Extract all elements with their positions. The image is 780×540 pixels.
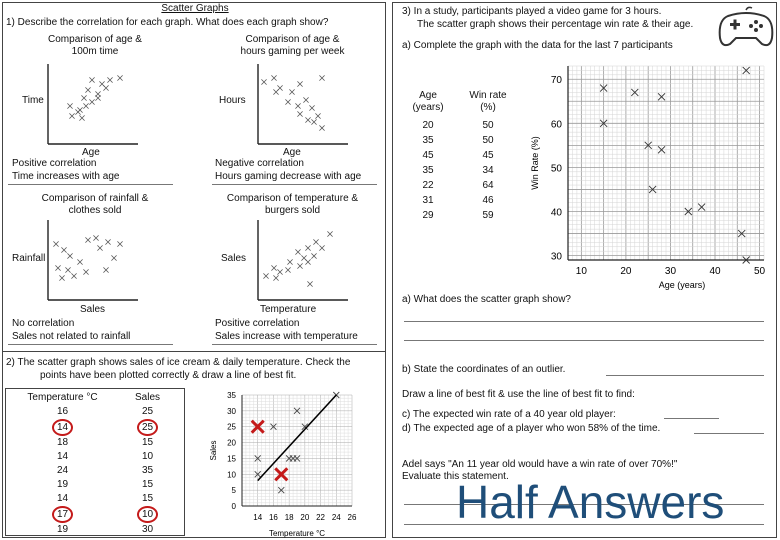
sketch-point <box>65 267 70 272</box>
graph3-xlabel: Sales <box>80 304 106 315</box>
question-3b: b) State the coordinates of an outlier. <box>402 364 566 375</box>
sketch-point <box>285 267 290 272</box>
temperature-cell <box>10 464 115 478</box>
sketch-point <box>313 239 318 244</box>
sales-cell <box>115 523 180 537</box>
answer-line-4 <box>664 418 719 419</box>
sketch-point <box>263 273 268 278</box>
sketch-point <box>311 253 316 258</box>
sketch-point <box>273 89 278 94</box>
graph1-xlabel: Age <box>82 147 100 158</box>
temperature-cell <box>10 478 115 492</box>
temperature-value: 19 <box>56 479 69 490</box>
graph4-xlabel: Temperature <box>260 304 317 315</box>
question-3-line1: 3) In a study, participants played a video game for 3 hours. <box>402 6 662 17</box>
table-row <box>402 133 522 148</box>
sales-value: 15 <box>141 479 154 490</box>
x-tick-label: 40 <box>709 266 721 277</box>
y-tick-label: 30 <box>550 251 562 263</box>
sketch-point <box>83 103 88 108</box>
sketch-point <box>311 119 316 124</box>
sketch-point <box>93 235 98 240</box>
winrate-value: 46 <box>482 195 494 206</box>
circled-error-value: 17 <box>52 506 73 523</box>
y-tick-label: 50 <box>550 163 562 175</box>
graph3-axes <box>40 218 140 308</box>
answer-line-3 <box>606 375 764 376</box>
sketch-point <box>67 103 72 108</box>
chart-grid <box>242 395 352 506</box>
sales-cell <box>115 405 180 419</box>
sketch-point <box>315 113 320 118</box>
graph2-xlabel: Age <box>283 147 301 158</box>
winrate-value: 45 <box>482 150 494 161</box>
sketch-point <box>303 97 308 102</box>
y-tick-label: 10 <box>227 470 236 480</box>
x-tick-label: 20 <box>300 513 310 522</box>
icecream-scatter-chart <box>190 385 386 538</box>
half-answers-watermark: Half Answers <box>456 476 725 528</box>
age-value: 35 <box>422 165 434 176</box>
sketch-point <box>71 273 76 278</box>
x-tick-label: 26 <box>347 513 357 522</box>
winrate-value: 50 <box>482 120 494 131</box>
graph2-title-line1: Comparison of age & <box>245 34 340 45</box>
age-unit: (years) <box>412 102 444 113</box>
sketch-point <box>75 109 80 114</box>
x-tick-label: 50 <box>753 266 766 277</box>
table-row <box>10 492 180 506</box>
temperature-cell <box>10 492 115 506</box>
x-axis-label: Temperature °C <box>268 529 326 538</box>
temperature-value: 19 <box>56 524 69 535</box>
graph1-title-line1: Comparison of age & <box>48 34 142 45</box>
answer-line-2 <box>404 340 764 341</box>
graph2-title-line2: hours gaming per week <box>240 46 345 57</box>
winrate-value: 64 <box>482 180 494 191</box>
sketch-point <box>295 103 300 108</box>
icecream-table-header-sales: Sales <box>134 392 160 403</box>
winrate-table-body <box>402 118 522 223</box>
graph2-ylabel: Hours <box>219 95 246 106</box>
sketch-point <box>271 265 276 270</box>
sketch-point <box>319 245 324 250</box>
graph3-title-line1: Comparison of rainfall & <box>41 193 149 204</box>
sketch-point <box>81 95 86 100</box>
temperature-value: 18 <box>56 437 69 448</box>
sketch-point <box>103 267 108 272</box>
sketch-point <box>89 77 94 82</box>
x-axis-label: Age (years) <box>658 280 706 290</box>
age-value: 31 <box>422 195 434 206</box>
question-2-line1: 2) The scatter graph shows sales of ice cream & daily temperature. Check the <box>6 357 351 368</box>
sketch-point <box>117 75 122 80</box>
sales-value: 10 <box>141 451 154 462</box>
y-axis-label: Win Rate (%) <box>530 136 540 190</box>
sketch-point <box>67 253 72 258</box>
winrate-value: 34 <box>482 165 494 176</box>
table-row <box>402 118 522 133</box>
x-tick-label: 16 <box>268 513 278 522</box>
sketch-point <box>271 75 276 80</box>
y-tick-label: 35 <box>227 391 236 400</box>
graph3-ylabel: Rainfall <box>12 253 46 264</box>
section-divider <box>2 351 386 352</box>
sketch-point <box>83 269 88 274</box>
x-tick-label: 24 <box>331 513 341 522</box>
sales-cell <box>115 450 180 464</box>
table-row <box>10 464 180 478</box>
y-tick-label: 30 <box>227 406 236 416</box>
sketch-point <box>117 241 122 246</box>
table-row <box>10 450 180 464</box>
graph1-title-line2: 100m time <box>71 46 119 57</box>
sketch-point <box>53 241 58 246</box>
winrate-value: 50 <box>482 135 494 146</box>
graph4-ylabel: Sales <box>221 253 247 264</box>
graph4-title-line1: Comparison of temperature & <box>226 193 359 204</box>
graph4-title <box>205 193 380 217</box>
sales-value: 15 <box>141 437 154 448</box>
winrate-header: Win rate <box>469 90 507 101</box>
graph1-answer1: Positive correlation <box>12 158 97 169</box>
temperature-value: 14 <box>56 451 69 462</box>
graph2-answer2: Hours gaming decrease with age <box>215 171 362 182</box>
table-row <box>10 506 180 523</box>
age-value: 22 <box>422 180 434 191</box>
adel-statement: Adel says "An 11 year old would have a win rate of over 70%!" <box>402 459 678 470</box>
x-tick-label: 14 <box>253 513 263 522</box>
question-2-line2: points have been plotted correctly & draw a line of best fit. <box>40 370 297 381</box>
y-tick-label: 20 <box>227 438 236 448</box>
winrate-table-header-age <box>402 90 454 114</box>
table-row <box>10 405 180 419</box>
temperature-cell <box>10 506 115 523</box>
table-row <box>402 208 522 223</box>
sketch-point <box>95 95 100 100</box>
graph2-axes <box>250 62 350 152</box>
evaluate-instruction: Evaluate this statement. <box>402 471 509 482</box>
sketch-point <box>287 259 292 264</box>
temperature-cell <box>10 436 115 450</box>
sketch-point <box>305 259 310 264</box>
graph3-answer1: No correlation <box>12 318 75 329</box>
graph2-answer-line <box>212 184 377 185</box>
sketch-point <box>103 85 108 90</box>
sketch-point <box>89 99 94 104</box>
table-row <box>402 148 522 163</box>
sketch-point <box>97 245 102 250</box>
table-row <box>10 478 180 492</box>
sales-cell <box>115 464 180 478</box>
question-3a-answer: a) What does the scatter graph show? <box>402 294 571 305</box>
sketch-point <box>297 111 302 116</box>
sales-cell <box>115 478 180 492</box>
worksheet-title: Scatter Graphs <box>161 3 229 14</box>
table-row <box>402 178 522 193</box>
sketch-point <box>79 115 84 120</box>
x-tick-label: 10 <box>575 266 587 277</box>
question-3a: a) Complete the graph with the data for the last 7 participants <box>402 40 673 51</box>
graph1-ylabel: Time <box>22 95 44 106</box>
sales-cell <box>115 492 180 506</box>
sketch-point <box>77 259 82 264</box>
y-tick-label: 15 <box>227 454 236 464</box>
icecream-table <box>10 391 180 537</box>
graph4-axes <box>250 218 350 308</box>
sketch-point <box>297 81 302 86</box>
circled-error-value: 10 <box>137 506 158 523</box>
y-tick-label: 5 <box>231 486 236 496</box>
sketch-point <box>61 247 66 252</box>
sketch-point <box>285 99 290 104</box>
sketch-point <box>85 87 90 92</box>
answer-line-1 <box>404 321 764 322</box>
age-header: Age <box>419 90 437 101</box>
temperature-value: 24 <box>56 465 69 476</box>
graph3-answer2: Sales not related to rainfall <box>12 331 131 342</box>
graph2-answer1: Negative correlation <box>215 158 304 169</box>
age-value: 29 <box>422 210 434 221</box>
age-value: 45 <box>422 150 434 161</box>
line-of-best-fit-instruction: Draw a line of best fit & use the line of best fit to find: <box>402 389 635 400</box>
sketch-point <box>309 105 314 110</box>
x-tick-label: 22 <box>316 513 326 522</box>
winrate-table-header-rate <box>458 90 518 114</box>
y-tick-label: 25 <box>227 422 236 432</box>
graph4-answer2: Sales increase with temperature <box>215 331 358 342</box>
icecream-table-header-temp: Temperature °C <box>27 392 98 403</box>
sales-cell <box>115 419 180 436</box>
graph4-answer-line <box>212 344 377 345</box>
sketch-point <box>111 255 116 260</box>
table-row <box>10 419 180 436</box>
sketch-point <box>305 245 310 250</box>
sketch-point <box>55 265 60 270</box>
age-value: 35 <box>422 135 434 146</box>
y-axis-label: Sales <box>209 440 218 461</box>
sketch-point <box>59 275 64 280</box>
question-3c: c) The expected win rate of a 40 year old player: <box>402 409 616 420</box>
sales-cell <box>115 506 180 523</box>
sketch-point <box>305 117 310 122</box>
graph3-title <box>10 193 180 217</box>
graph3-answer-line <box>8 344 173 345</box>
y-tick-label: 60 <box>550 119 562 131</box>
sketch-point <box>277 269 282 274</box>
sales-value: 30 <box>141 524 154 535</box>
winrate-scatter-chart <box>524 60 774 292</box>
sketch-point <box>273 275 278 280</box>
winrate-unit: (%) <box>480 102 496 113</box>
sketch-point <box>319 125 324 130</box>
temperature-cell <box>10 523 115 537</box>
temperature-value: 14 <box>56 493 69 504</box>
question-3-line2: The scatter graph shows their percentage win rate & their age. <box>417 19 694 30</box>
graph1-axes <box>40 62 140 152</box>
table-row <box>10 436 180 450</box>
gamepad-icon <box>718 6 774 50</box>
x-tick-label: 20 <box>620 266 632 277</box>
temperature-cell <box>10 419 115 436</box>
winrate-value: 59 <box>482 210 494 221</box>
question-3d: d) The expected age of a player who won 58% of the time. <box>402 423 661 434</box>
sketch-point <box>289 89 294 94</box>
sketch-point <box>85 237 90 242</box>
circled-error-value: 25 <box>137 419 158 436</box>
sales-cell <box>115 436 180 450</box>
sketch-point <box>307 281 312 286</box>
y-tick-label: 0 <box>231 502 236 511</box>
answer-line-5 <box>694 433 764 434</box>
table-row <box>402 193 522 208</box>
table-row <box>402 163 522 178</box>
temperature-cell <box>10 450 115 464</box>
x-tick-label: 30 <box>664 266 677 277</box>
sales-value: 35 <box>141 465 154 476</box>
graph4-answer1: Positive correlation <box>215 318 300 329</box>
graph3-title-line2: clothes sold <box>68 205 122 216</box>
sketch-point <box>319 75 324 80</box>
chart-grid <box>568 66 764 260</box>
x-tick-label: 18 <box>284 513 294 522</box>
age-value: 20 <box>422 120 434 131</box>
sales-value: 25 <box>141 406 154 417</box>
temperature-value: 16 <box>56 406 69 417</box>
circled-error-value: 14 <box>52 419 73 436</box>
graph1-answer-line <box>8 184 173 185</box>
sketch-point <box>297 263 302 268</box>
sketch-point <box>327 231 332 236</box>
sketch-point <box>105 239 110 244</box>
question-1: 1) Describe the correlation for each graph. What does each graph show? <box>6 17 329 28</box>
sketch-point <box>107 77 112 82</box>
graph1-title <box>10 34 180 58</box>
graph2-title <box>205 34 380 58</box>
sketch-point <box>295 249 300 254</box>
temperature-cell <box>10 405 115 419</box>
sketch-point <box>261 79 266 84</box>
graph4-title-line2: burgers sold <box>264 205 321 216</box>
table-row <box>10 523 180 537</box>
graph1-answer2: Time increases with age <box>12 171 120 182</box>
y-tick-label: 40 <box>550 207 562 219</box>
y-tick-label: 70 <box>550 75 562 87</box>
sketch-point <box>69 113 74 118</box>
sales-value: 15 <box>141 493 154 504</box>
